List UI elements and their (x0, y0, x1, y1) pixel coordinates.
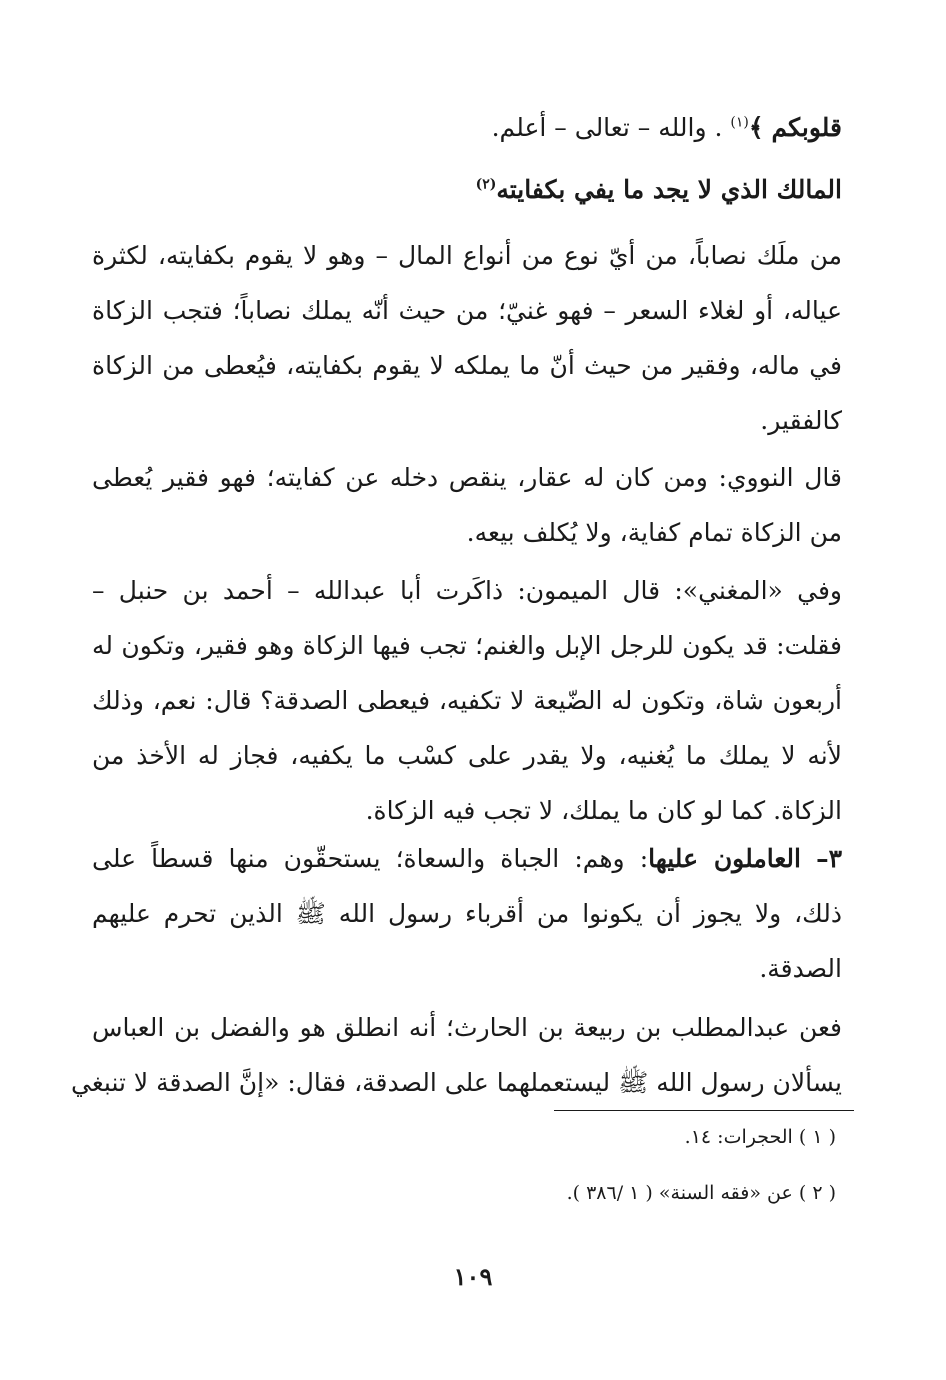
text-line: لأنه لا يملك ما يُغنيه، ولا يقدر على كسْب ما يكفيه، فجاز له الأخذ من (92, 741, 842, 770)
text-line: : وهم: الجباة والسعاة؛ يستحقّون منها قسطاً على (92, 844, 649, 873)
item-number: ٣– (816, 844, 843, 873)
intro-bold-word: قلوبكم (771, 113, 842, 142)
footnote-2: ( ٢ ) عن «فقه السنة» ( ١ /٣٨٦ ). (566, 1182, 836, 1204)
intro-line (92, 100, 842, 155)
footnote-1: ( ١ ) الحجرات: ١٤. (684, 1126, 836, 1148)
section-heading-text: المالك الذي لا يجد ما يفي بكفايته (496, 175, 842, 204)
text-line: قال النووي: ومن كان له عقار، ينقص دخله عن كفايته؛ فهو فقير يُعطى (92, 463, 842, 492)
section-heading (92, 162, 842, 217)
footnote-mark-2: (٢) (475, 176, 497, 193)
page-number: ١٠٩ (453, 1262, 493, 1291)
text-line: الصدقة. (759, 954, 842, 983)
text-line: من الزكاة تمام كفاية، ولا يُكلف بيعه. (466, 518, 842, 547)
text-line: أربعون شاة، وتكون له الضّيعة لا تكفيه، فيعطى الصدقة؟ قال: نعم، وذلك (92, 686, 842, 715)
intro-rest: . والله – تعالى – أعلم. (491, 113, 723, 142)
paragraph-3 (92, 563, 842, 838)
text-line: يسألان رسول الله ﷺ ليستعملهما على الصدقة، فقال: «إنَّ الصدقة لا تنبغي (71, 1068, 842, 1097)
text-line: الزكاة. كما لو كان ما يملك، لا تجب فيه الزكاة. (365, 796, 842, 825)
paragraph-5 (71, 1000, 842, 1110)
text-line: عياله، أو لغلاء السعر – فهو غنيّ؛ من حيث أنّه يملك نصاباً؛ فتجب الزكاة (92, 296, 842, 325)
paragraph-1 (92, 228, 842, 448)
paragraph-2 (92, 450, 842, 560)
quran-bracket: ﴾ (748, 113, 764, 142)
item-title: العاملون عليها (648, 844, 802, 873)
text-line: في ماله، وفقير من حيث أنّ ما يملكه لا يقوم بكفايته، فيُعطى من الزكاة (92, 351, 842, 380)
footnote-mark-1: (١) (730, 114, 749, 131)
text-line: فعن عبدالمطلب بن ربيعة بن الحارث؛ أنه انطلق هو والفضل بن العباس (92, 1013, 842, 1042)
text-line: من ملَك نصاباً، من أيّ نوع من أنواع المال – وهو لا يقوم بكفايته، لكثرة (92, 241, 842, 270)
footnote-separator (554, 1110, 854, 1111)
text-line: وفي «المغني»: قال الميمون: ذاكَرت أبا عبدالله – أحمد بن حنبل – (92, 576, 842, 605)
text-line: ذلك، ولا يجوز أن يكونوا من أقرباء رسول الله ﷺ الذين تحرم عليهم (92, 899, 842, 928)
paragraph-4 (92, 831, 842, 996)
text-line: فقلت: قد يكون للرجل الإبل والغنم؛ تجب فيها الزكاة وهو فقير، وتكون له (92, 631, 842, 660)
text-line: كالفقير. (760, 406, 842, 435)
